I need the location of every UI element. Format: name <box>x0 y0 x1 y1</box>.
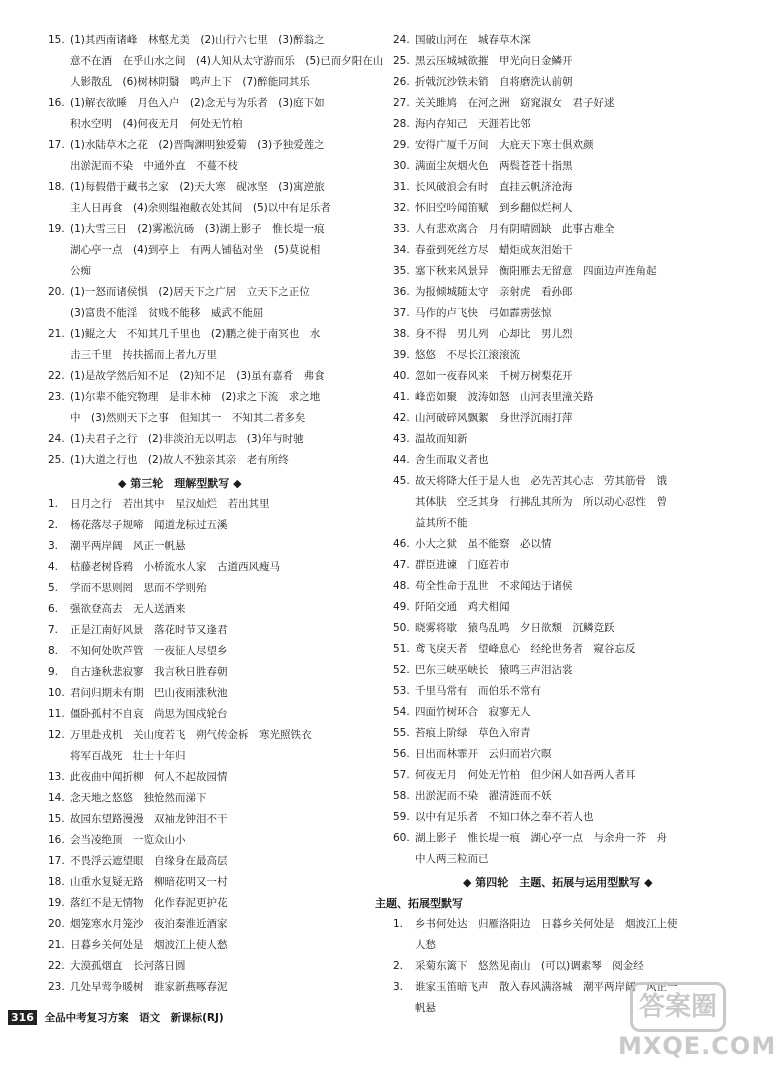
item-text: 满面尘灰烟火色 两鬓苍苍十指黑 <box>415 160 573 172</box>
item-text: (1)夫君子之行 (2)非淡泊无以明志 (3)年与时驰 <box>70 433 304 445</box>
item-text: (1)一怒而诸侯惧 (2)居天下之广居 立天下之正位 <box>70 286 310 298</box>
answer-item <box>48 557 383 578</box>
item-number: 19. <box>48 223 65 235</box>
section-title-round4: ◆ 第四轮 主题、拓展与运用型默写 ◆ <box>463 876 653 889</box>
item-text: 巴东三峡巫峡长 猿鸣三声泪沾裳 <box>415 664 573 676</box>
item-text: 安得广厦千万间 大庇天下寒士俱欢颜 <box>415 139 594 151</box>
answer-item <box>48 219 383 240</box>
answer-item <box>393 702 728 723</box>
answer-item <box>48 429 383 450</box>
item-number: 18. <box>48 876 65 888</box>
item-number: 48. <box>393 580 410 592</box>
answer-item <box>48 914 383 935</box>
answer-item <box>393 30 728 51</box>
item-text: 身不得 男儿列 心却比 男儿烈 <box>415 328 573 340</box>
item-number: 38. <box>393 328 410 340</box>
item-number: 42. <box>393 412 410 424</box>
item-number: 25. <box>393 55 410 67</box>
answer-item <box>393 156 728 177</box>
item-text: 会当凌绝顶 一览众山小 <box>70 834 186 846</box>
item-number: 22. <box>48 370 65 382</box>
answer-item <box>393 387 728 408</box>
item-text: 不知何处吹芦管 一夜征人尽望乡 <box>70 645 228 657</box>
item-text: 僵卧孤村不自哀 尚思为国戍轮台 <box>70 708 228 720</box>
answer-item <box>393 660 728 681</box>
item-text: 塞下秋来风景异 衡阳雁去无留意 四面边声连角起 <box>415 265 657 277</box>
answer-item <box>48 515 383 536</box>
answer-item <box>48 725 383 746</box>
item-number: 1. <box>48 498 59 510</box>
item-text: 正是江南好风景 落花时节又逢君 <box>70 624 228 636</box>
item-text: (1)鲲之大 不知其几千里也 (2)鹏之徙于南冥也 水 <box>70 328 321 340</box>
answer-item <box>48 641 383 662</box>
item-number: 58. <box>393 790 410 802</box>
item-number: 16. <box>48 97 65 109</box>
item-text: 马作的卢飞快 弓如霹雳弦惊 <box>415 307 552 319</box>
item-text: 忽如一夜春风来 千树万树梨花开 <box>415 370 573 382</box>
item-continuation: (3)富贵不能淫 贫贱不能移 威武不能屈 <box>70 307 264 319</box>
item-number: 8. <box>48 645 59 657</box>
item-number: 35. <box>393 265 410 277</box>
answer-item <box>393 93 728 114</box>
answer-item <box>393 597 728 618</box>
item-number: 55. <box>393 727 410 739</box>
item-text: (1)是故学然后知不足 (2)知不足 (3)虽有嘉肴 弗食 <box>70 370 325 382</box>
section-title-round3: ◆ 第三轮 理解型默写 ◆ <box>118 477 242 490</box>
item-number: 11. <box>48 708 65 720</box>
item-text: 阡陌交通 鸡犬相闻 <box>415 601 510 613</box>
item-text: 关关雎鸠 在河之洲 窈窕淑女 君子好逑 <box>415 97 615 109</box>
item-number: 17. <box>48 139 65 151</box>
item-text: 出淤泥而不染 濯清涟而不妖 <box>415 790 552 802</box>
item-text: 黑云压城城欲摧 甲光向日金鳞开 <box>415 55 573 67</box>
item-continuation: 其体肤 空乏其身 行拂乱其所为 所以动心忍性 曾 <box>415 496 667 508</box>
answer-item <box>393 261 728 282</box>
item-text: (1)解衣欲睡 月色入户 (2)念无与为乐者 (3)庭下如 <box>70 97 325 109</box>
item-continuation: 出淤泥而不染 中通外直 不蔓不枝 <box>70 160 238 172</box>
item-text: 不畏浮云遮望眼 自缘身在最高层 <box>70 855 228 867</box>
item-text: 海内存知己 天涯若比邻 <box>415 118 531 130</box>
answer-item <box>48 366 383 387</box>
answer-item <box>48 450 383 471</box>
item-number: 6. <box>48 603 59 615</box>
answer-item <box>48 683 383 704</box>
watermark-url: MXQE.COM <box>618 1032 776 1060</box>
item-number: 7. <box>48 624 59 636</box>
answer-item <box>393 681 728 702</box>
answer-item <box>48 620 383 641</box>
item-text: 落红不是无情物 化作春泥更护花 <box>70 897 228 909</box>
item-text: 悠悠 不尽长江滚滚流 <box>415 349 520 361</box>
item-text: 潮平两岸阔 风正一帆悬 <box>70 540 186 552</box>
item-continuation: 意不在酒 在乎山水之间 (4)人知从太守游而乐 (5)已而夕阳在山 <box>70 55 384 67</box>
item-text: 烟笼寒水月笼沙 夜泊秦淮近酒家 <box>70 918 228 930</box>
answer-item <box>48 177 383 198</box>
item-continuation: 湖心亭一点 (4)到亭上 有两人铺毡对坐 (5)莫说相 <box>70 244 321 256</box>
item-continuation: 击三千里 抟扶摇而上者九万里 <box>70 349 217 361</box>
item-number: 49. <box>393 601 410 613</box>
item-continuation: 帆悬 <box>415 1002 436 1014</box>
item-text: 谁家玉笛暗飞声 散入春风满洛城 潮平两岸阔 风正一 <box>415 981 678 993</box>
answer-item <box>393 366 728 387</box>
item-text: 此夜曲中闻折柳 何人不起故园情 <box>70 771 228 783</box>
item-number: 53. <box>393 685 410 697</box>
item-text: (1)尔辈不能究物理 是非木柿 (2)求之下流 求之地 <box>70 391 321 403</box>
item-continuation: 人影散乱 (6)树林阴翳 鸣声上下 (7)醉能同其乐 <box>70 76 310 88</box>
item-number: 36. <box>393 286 410 298</box>
item-continuation: 公痴 <box>70 265 91 277</box>
item-number: 1. <box>393 918 404 930</box>
item-text: 湖上影子 惟长堤一痕 湖心亭一点 与余舟一芥 舟 <box>415 832 667 844</box>
answer-item <box>393 765 728 786</box>
item-number: 19. <box>48 897 65 909</box>
item-number: 3. <box>48 540 59 552</box>
item-text: (1)其西南诸峰 林壑尤美 (2)山行六七里 (3)醉翁之 <box>70 34 325 46</box>
item-number: 23. <box>48 981 65 993</box>
item-text: 枯藤老树昏鸦 小桥流水人家 古道西风瘦马 <box>70 561 280 573</box>
item-text: 乡书何处达 归雁洛阳边 日暮乡关何处是 烟波江上使 <box>415 918 678 930</box>
footer-text: 全品中考复习方案 语文 新课标(RJ) <box>44 1012 224 1024</box>
item-text: 春蚕到死丝方尽 蜡炬成灰泪始干 <box>415 244 573 256</box>
answer-item <box>48 956 383 977</box>
answer-item <box>393 828 728 849</box>
item-number: 52. <box>393 664 410 676</box>
item-number: 40. <box>393 370 410 382</box>
item-continuation: 将军百战死 壮士十年归 <box>70 750 186 762</box>
answer-item <box>48 767 383 788</box>
item-number: 24. <box>48 433 65 445</box>
item-text: 日月之行 若出其中 星汉灿烂 若出其里 <box>70 498 270 510</box>
item-continuation: 积水空明 (4)何夜无月 何处无竹柏 <box>70 118 243 130</box>
answer-item <box>48 851 383 872</box>
item-text: 怀旧空吟闻笛赋 到乡翻似烂柯人 <box>415 202 573 214</box>
answer-item <box>393 723 728 744</box>
item-number: 20. <box>48 918 65 930</box>
item-text: 峰峦如聚 波涛如怒 山河表里潼关路 <box>415 391 594 403</box>
item-number: 46. <box>393 538 410 550</box>
item-continuation: 中人两三粒而已 <box>415 853 489 865</box>
item-number: 15. <box>48 34 65 46</box>
answer-item <box>393 956 728 977</box>
item-number: 45. <box>393 475 410 487</box>
answer-item <box>48 872 383 893</box>
answer-item <box>393 135 728 156</box>
item-number: 33. <box>393 223 410 235</box>
item-number: 25. <box>48 454 65 466</box>
answer-item <box>393 72 728 93</box>
item-number: 12. <box>48 729 65 741</box>
item-text: 为报倾城随太守 亲射虎 看孙郎 <box>415 286 573 298</box>
item-text: 千里马常有 而伯乐不常有 <box>415 685 541 697</box>
item-text: 强欲登高去 无人送酒来 <box>70 603 186 615</box>
item-text: 以中有足乐者 不知口体之奉不若人也 <box>415 811 594 823</box>
item-text: 折戟沉沙铁未销 自将磨洗认前朝 <box>415 76 573 88</box>
answer-item <box>393 408 728 429</box>
footer <box>8 1010 224 1025</box>
answer-item <box>48 135 383 156</box>
item-number: 10. <box>48 687 65 699</box>
item-text: 山河破碎风飘絮 身世浮沉雨打萍 <box>415 412 573 424</box>
item-number: 30. <box>393 160 410 172</box>
item-number: 21. <box>48 939 65 951</box>
item-number: 43. <box>393 433 410 445</box>
item-number: 2. <box>48 519 59 531</box>
item-number: 41. <box>393 391 410 403</box>
answer-item <box>393 786 728 807</box>
answer-item <box>48 387 383 408</box>
item-number: 59. <box>393 811 410 823</box>
item-text: 四面竹树环合 寂寥无人 <box>415 706 531 718</box>
answer-item <box>48 662 383 683</box>
answer-item <box>48 977 383 998</box>
item-text: 温故而知新 <box>415 433 468 445</box>
answer-item <box>393 576 728 597</box>
answer-item <box>393 51 728 72</box>
item-text: 苟全性命于乱世 不求闻达于诸侯 <box>415 580 573 592</box>
item-text: 自古逢秋悲寂寥 我言秋日胜春朝 <box>70 666 228 678</box>
item-number: 17. <box>48 855 65 867</box>
item-number: 16. <box>48 834 65 846</box>
answer-item <box>48 282 383 303</box>
answer-item <box>393 618 728 639</box>
item-number: 26. <box>393 76 410 88</box>
item-text: 小大之狱 虽不能察 必以情 <box>415 538 552 550</box>
item-number: 34. <box>393 244 410 256</box>
item-number: 9. <box>48 666 59 678</box>
item-text: 日出而林霏开 云归而岩穴暝 <box>415 748 552 760</box>
item-number: 28. <box>393 118 410 130</box>
item-number: 4. <box>48 561 59 573</box>
item-number: 2. <box>393 960 404 972</box>
answer-item <box>393 114 728 135</box>
answer-item <box>393 807 728 828</box>
answer-item <box>48 536 383 557</box>
item-text: 学而不思则罔 思而不学则殆 <box>70 582 207 594</box>
subsection-title: 主题、拓展型默写 <box>375 897 463 910</box>
item-continuation: 人愁 <box>415 939 436 951</box>
item-number: 44. <box>393 454 410 466</box>
answer-item <box>393 639 728 660</box>
item-text: (1)每假借于藏书之家 (2)天大寒 砚冰坚 (3)寓逆旅 <box>70 181 325 193</box>
item-text: 山重水复疑无路 柳暗花明又一村 <box>70 876 228 888</box>
watermark-logo <box>618 980 776 1066</box>
item-text: 何夜无月 何处无竹柏 但少闲人如吾两人者耳 <box>415 769 636 781</box>
item-number: 39. <box>393 349 410 361</box>
item-continuation: 主人日再食 (4)余则缊袍敝衣处其间 (5)以中有足乐者 <box>70 202 331 214</box>
item-text: 故园东望路漫漫 双袖龙钟泪不干 <box>70 813 228 825</box>
answer-item <box>48 704 383 725</box>
item-number: 54. <box>393 706 410 718</box>
item-number: 51. <box>393 643 410 655</box>
item-number: 5. <box>48 582 59 594</box>
item-number: 24. <box>393 34 410 46</box>
item-text: 国破山河在 城春草木深 <box>415 34 531 46</box>
item-text: (1)水陆草木之花 (2)晋陶渊明独爱菊 (3)予独爱莲之 <box>70 139 325 151</box>
item-text: 群臣进谏 门庭若市 <box>415 559 510 571</box>
item-text: 杨花落尽子规啼 闻道龙标过五溪 <box>70 519 228 531</box>
answer-item <box>393 534 728 555</box>
page-number: 316 <box>8 1010 37 1025</box>
answer-item <box>48 809 383 830</box>
item-number: 15. <box>48 813 65 825</box>
item-text: 大漠孤烟直 长河落日圆 <box>70 960 186 972</box>
item-continuation: 益其所不能 <box>415 517 468 529</box>
item-text: 苔痕上阶绿 草色入帘青 <box>415 727 531 739</box>
item-text: 晓雾将歇 猿鸟乱鸣 夕日欲颓 沉鳞竞跃 <box>415 622 615 634</box>
answer-item <box>48 788 383 809</box>
answer-item <box>48 324 383 345</box>
answer-item <box>393 282 728 303</box>
answer-item <box>393 303 728 324</box>
item-number: 31. <box>393 181 410 193</box>
item-number: 3. <box>393 981 404 993</box>
item-number: 47. <box>393 559 410 571</box>
answer-item <box>48 935 383 956</box>
item-number: 20. <box>48 286 65 298</box>
item-text: 长风破浪会有时 直挂云帆济沧海 <box>415 181 573 193</box>
answer-item <box>48 30 383 51</box>
answer-item <box>393 471 728 492</box>
item-text: 万里赴戎机 关山度若飞 朔气传金柝 寒光照铁衣 <box>70 729 312 741</box>
answer-item <box>48 893 383 914</box>
item-number: 14. <box>48 792 65 804</box>
item-number: 18. <box>48 181 65 193</box>
item-number: 60. <box>393 832 410 844</box>
answer-item <box>393 324 728 345</box>
answer-item <box>48 578 383 599</box>
item-number: 27. <box>393 97 410 109</box>
item-number: 57. <box>393 769 410 781</box>
answer-item <box>48 599 383 620</box>
answer-item <box>393 345 728 366</box>
answer-item <box>48 830 383 851</box>
answer-item <box>393 914 728 935</box>
answer-item <box>393 744 728 765</box>
item-text: 念天地之悠悠 独怆然而涕下 <box>70 792 207 804</box>
item-text: (1)大雪三日 (2)雾凇沆砀 (3)湖上影子 惟长堤一痕 <box>70 223 325 235</box>
item-text: 几处早莺争暖树 谁家新燕啄春泥 <box>70 981 228 993</box>
answer-item <box>393 240 728 261</box>
item-number: 56. <box>393 748 410 760</box>
answer-item <box>393 555 728 576</box>
item-text: 舍生而取义者也 <box>415 454 489 466</box>
item-text: 故天将降大任于是人也 必先苦其心志 劳其筋骨 饿 <box>415 475 667 487</box>
item-number: 23. <box>48 391 65 403</box>
answer-item <box>48 93 383 114</box>
item-number: 22. <box>48 960 65 972</box>
item-text: (1)大道之行也 (2)故人不独亲其亲 老有所终 <box>70 454 289 466</box>
item-text: 日暮乡关何处是 烟波江上使人愁 <box>70 939 228 951</box>
item-number: 50. <box>393 622 410 634</box>
item-number: 13. <box>48 771 65 783</box>
item-number: 32. <box>393 202 410 214</box>
answer-item <box>393 177 728 198</box>
item-text: 鸢飞戾天者 望峰息心 经纶世务者 窥谷忘反 <box>415 643 636 655</box>
item-text: 君问归期未有期 巴山夜雨涨秋池 <box>70 687 228 699</box>
watermark-mark: 答案圈 <box>630 982 726 1032</box>
answer-item <box>393 450 728 471</box>
answer-item <box>393 198 728 219</box>
item-text: 人有悲欢离合 月有阴晴圆缺 此事古难全 <box>415 223 615 235</box>
answer-item <box>48 494 383 515</box>
item-number: 29. <box>393 139 410 151</box>
answer-item <box>393 429 728 450</box>
item-continuation: 中 (3)然则天下之事 但知其一 不知其二者多矣 <box>70 412 306 424</box>
item-number: 21. <box>48 328 65 340</box>
item-text: 采菊东篱下 悠然见南山 (可以)调素琴 阅金经 <box>415 960 644 972</box>
answer-item <box>393 219 728 240</box>
item-number: 37. <box>393 307 410 319</box>
